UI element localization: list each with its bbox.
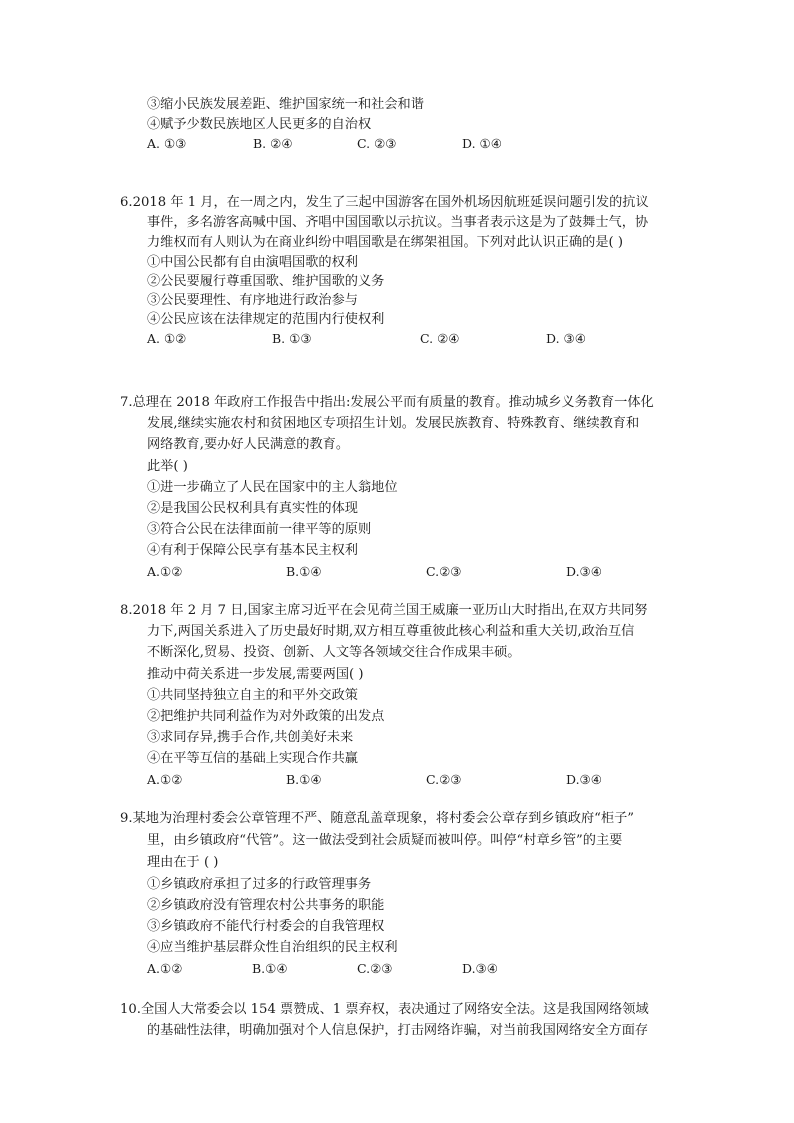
q7-stem-line-4: 此举( )	[147, 459, 188, 474]
q7-item-3: ③符合公民在法律面前一律平等的原则	[147, 522, 372, 537]
q6-item-2: ②公民要履行尊重国歌、维护国歌的义务	[147, 274, 385, 289]
q7-item-1: ①进一步确立了人民在国家中的主人翁地位	[147, 480, 398, 495]
q9-item-1: ①乡镇政府承担了过多的行政管理事务	[147, 877, 372, 892]
q9-option-c: C.②③	[357, 961, 393, 976]
q9-item-4: ④应当维护基层群众性自治组织的民主权利	[147, 940, 398, 955]
q6-item-3: ③公民要理性、有序地进行政治参与	[147, 293, 358, 308]
q9-stem-line-1: 9.某地为治理村委会公章管理不严、随意乱盖章现象，将村委会公章存到乡镇政府“柜子”	[120, 811, 634, 826]
q9-option-b: B.①④	[252, 961, 288, 976]
q10-stem-line-1: 10.全国人大常委会以 154 票赞成、1 票弃权，表决通过了网络安全法。这是我国网络领域	[120, 1002, 649, 1017]
q8-item-4: ④在平等互信的基础上实现合作共赢	[147, 751, 358, 766]
q9-item-2: ②乡镇政府没有管理农村公共事务的职能	[147, 898, 385, 913]
q6-item-4: ④公民应该在法律规定的范围内行使权利	[147, 312, 385, 327]
q6-option-a: A. ①②	[147, 331, 187, 346]
q5-item-3: ③缩小民族发展差距、维护国家统一和社会和谐	[147, 97, 424, 112]
q6-option-c: C. ②④	[420, 331, 460, 346]
q7-stem-line-3: 网络教育,要办好人民满意的教育。	[147, 437, 350, 452]
q8-item-3: ③求同存异,携手合作,共创美好未来	[147, 730, 354, 745]
q9-option-a: A.①②	[147, 961, 183, 976]
q8-option-b: B.①④	[286, 772, 322, 787]
q7-option-a: A.①②	[147, 564, 183, 579]
q8-option-d: D.③④	[566, 772, 602, 787]
q5-item-4: ④赋予少数民族地区人民更多的自治权	[147, 117, 372, 132]
q6-item-1: ①中国公民都有自由演唱国歌的权利	[147, 255, 358, 270]
q6-stem-line-1: 6.2018 年 1 月，在一周之内，发生了三起中国游客在国外机场因航班延误问题引发的抗议	[120, 195, 649, 210]
q6-option-b: B. ①③	[272, 331, 312, 346]
q10-stem-line-2: 的基础性法律，明确加强对个人信息保护，打击网络诈骗，对当前我国网络安全方面存	[147, 1023, 649, 1038]
q8-stem-line-2: 力下,两国关系进入了历史最好时期,双方相互尊重彼此核心利益和重大关切,政治互信	[147, 624, 635, 639]
q7-option-b: B.①④	[286, 564, 322, 579]
q9-item-3: ③乡镇政府不能代行村委会的自我管理权	[147, 919, 385, 934]
q8-stem-line-4: 推动中荷关系进一步发展,需要两国( )	[147, 667, 364, 682]
q8-item-2: ②把维护共同利益作为对外政策的出发点	[147, 709, 385, 724]
q5-option-a: A. ①③	[147, 136, 187, 151]
q8-option-c: C.②③	[426, 772, 462, 787]
q7-stem-line-2: 发展,继续实施农村和贫困地区专项招生计划。发展民族教育、特殊教育、继续教育和	[147, 416, 640, 431]
q5-option-b: B. ②④	[253, 136, 293, 151]
q9-stem-line-3: 理由在于 ( )	[147, 855, 219, 870]
q9-stem-line-2: 里，由乡镇政府“代管”。这一做法受到社会质疑而被叫停。叫停“村章乡管”的主要	[147, 833, 623, 848]
q6-option-d: D. ③④	[546, 331, 586, 346]
q5-option-c: C. ②③	[357, 136, 397, 151]
q6-stem-line-2: 事件，多名游客高喊中国、齐唱中国国歌以示抗议。当事者表示这是为了鼓舞士气，协	[147, 215, 649, 230]
q7-option-c: C.②③	[426, 564, 462, 579]
q7-stem-line-1: 7.总理在 2018 年政府工作报告中指出:发展公平而有质量的教育。推动城乡义务教育一体化	[120, 395, 654, 410]
q6-stem-line-3: 力维权而有人则认为在商业纠纷中唱国歌是在绑架祖国。下列对此认识正确的是( )	[147, 235, 624, 250]
q8-item-1: ①共同坚持独立自主的和平外交政策	[147, 688, 358, 703]
q7-item-2: ②是我国公民权利具有真实性的体现	[147, 501, 358, 516]
q8-stem-line-3: 不断深化,贸易、投资、创新、人文等各领域交往合作成果丰硕。	[147, 645, 521, 660]
q9-option-d: D.③④	[462, 961, 498, 976]
q5-option-d: D. ①④	[462, 136, 502, 151]
q7-option-d: D.③④	[566, 564, 602, 579]
q8-stem-line-1: 8.2018 年 2 月 7 日,国家主席习近平在会见荷兰国王威廉一亚历山大时指出,在双方共同努	[120, 603, 648, 618]
q7-item-4: ④有利于保障公民享有基本民主权利	[147, 543, 358, 558]
q8-option-a: A.①②	[147, 772, 183, 787]
